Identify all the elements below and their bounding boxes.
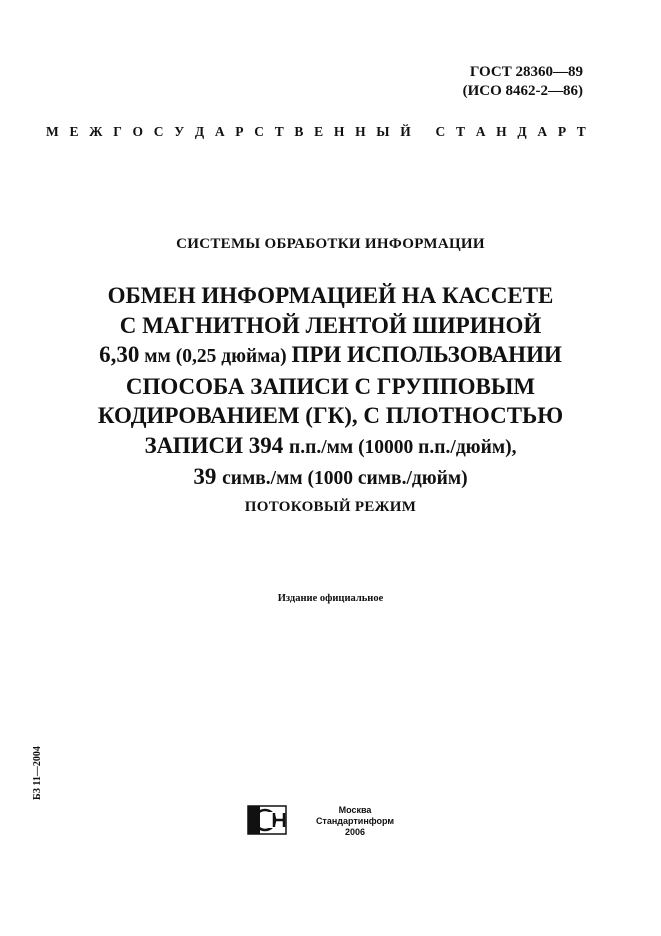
interstate-heading-letter: Е (314, 124, 324, 139)
interstate-heading-letter: Т (576, 124, 586, 139)
title-line-5: КОДИРОВАНИЕМ (ГК), С ПЛОТНОСТЬЮ (97, 403, 564, 428)
interstate-heading-letter: Т (456, 124, 466, 139)
interstate-heading-letter: Т (274, 124, 284, 139)
title-line-6 (20, 431, 641, 463)
publisher-year: 2006 (344, 827, 366, 837)
interstate-heading-letter: Ж (89, 124, 103, 139)
title-line-2: С МАГНИТНОЙ ЛЕНТОЙ ШИРИНОЙ (119, 312, 542, 338)
interstate-heading-letter: Д (517, 124, 527, 139)
edition-note: Издание официальное (277, 593, 384, 604)
interstate-heading-letter: С (435, 124, 446, 139)
subtitle: ПОТОКОВЫЙ РЕЖИМ (244, 499, 417, 515)
interstate-heading-letter: Р (557, 124, 567, 139)
interstate-heading-letter: Н (355, 124, 366, 139)
interstate-heading-letter: Н (496, 124, 507, 139)
title-line-3-text: ПРИ ИСПОЛЬЗОВАНИИ (291, 342, 562, 367)
side-code: БЗ 11—2004 (32, 746, 43, 800)
interstate-heading-letter: О (132, 124, 144, 139)
interstate-heading-letter: А (214, 124, 225, 139)
interstate-heading-letter: М (46, 124, 59, 139)
title-line-3-units: мм (0,25 дюйма) (139, 346, 292, 367)
title-line-7-units: симв./мм (1000 симв./дюйм) (222, 468, 468, 489)
interstate-heading-letter: Р (235, 124, 244, 139)
interstate-heading-letter (421, 124, 424, 140)
interstate-heading-letter: Е (69, 124, 79, 139)
interstate-heading-letter: Н (333, 124, 345, 139)
title-line-4: СПОСОБА ЗАПИСИ С ГРУППОВЫМ (125, 373, 536, 399)
title-line-3-number: 6,30 (99, 342, 140, 367)
series-title: СИСТЕМЫ ОБРАБОТКИ ИНФОРМАЦИИ (176, 236, 485, 252)
interstate-heading-letter: Й (400, 124, 411, 139)
title-line-6-text: ЗАПИСИ 394 (144, 432, 289, 458)
publisher-name: Стандартинформ (315, 816, 395, 826)
interstate-heading-letter: Г (113, 124, 122, 139)
interstate-heading-letter: А (475, 124, 486, 139)
title-line-3 (20, 340, 641, 372)
interstate-heading-letter: А (537, 124, 548, 139)
title-line-7-number: 39 (193, 464, 223, 489)
interstate-heading-letter: С (153, 124, 164, 139)
interstate-heading-letter: Ы (376, 124, 390, 139)
document-title (20, 281, 641, 494)
iso-number: (ИСО 8462-2—86) (462, 83, 583, 99)
interstate-standard-heading (46, 124, 586, 140)
interstate-heading-letter: С (254, 124, 264, 139)
interstate-heading-letter: Д (194, 124, 205, 139)
publisher-block (300, 805, 410, 838)
interstate-heading-letter: У (174, 124, 185, 139)
publisher-city: Москва (338, 805, 372, 815)
interstate-heading-letter: В (294, 124, 304, 139)
standard-code-block (463, 63, 583, 101)
title-line-7 (20, 462, 641, 494)
title-line-6-units: п.п./мм (10000 п.п./дюйм), (288, 436, 517, 458)
standartinform-logo-icon (247, 805, 287, 835)
title-line-1: ОБМЕН ИНФОРМАЦИЕЙ НА КАССЕТЕ (107, 283, 554, 308)
gost-number: ГОСТ 28360—89 (469, 64, 583, 80)
